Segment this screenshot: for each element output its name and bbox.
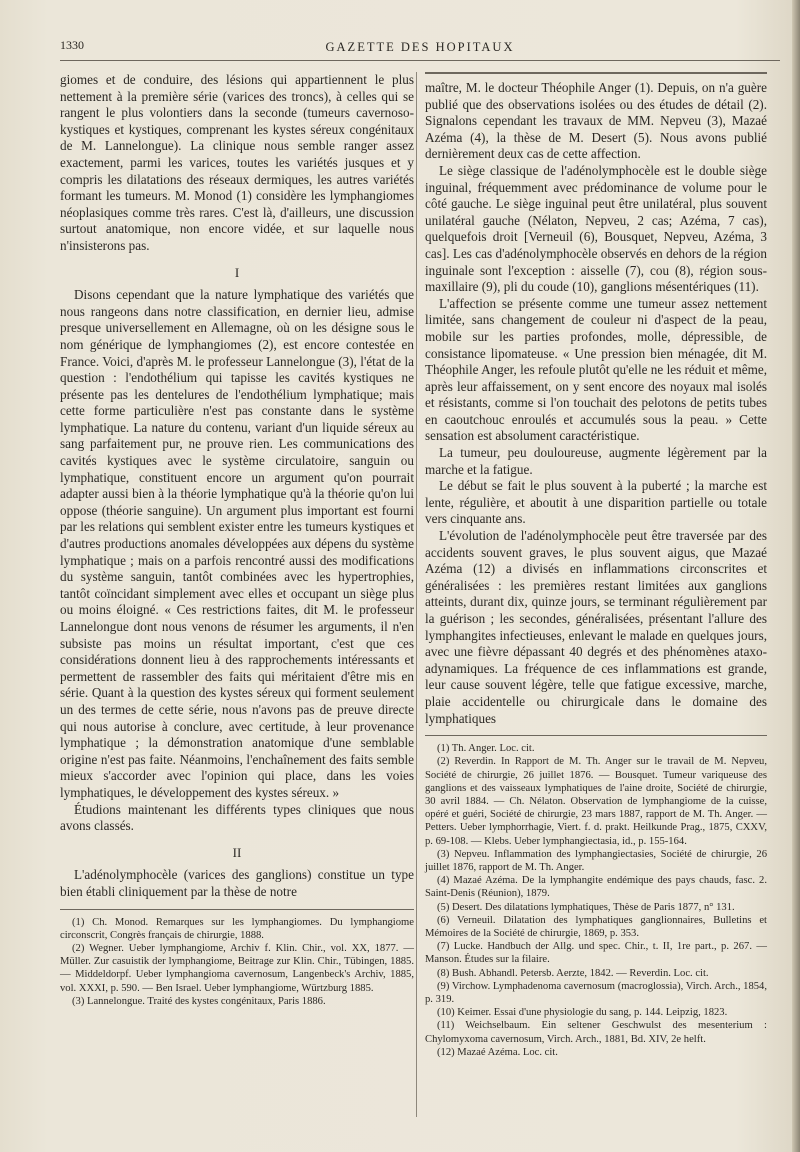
footnote: (4) Mazaé Azéma. De la lymphangite endémique des pays chauds, fasc. 2. Saint-Denis (Réunion), 1879. [425, 875, 767, 900]
paragraph: Étudions maintenant les différents types cliniques que nous avons classés. [60, 801, 414, 834]
footnote: (6) Verneuil. Dilatation des lymphatiques ganglionnaires, Bulletins et Mémoires de la Société de chirurgie, 1869, p. 353. [425, 914, 767, 939]
paragraph: Disons cependant que la nature lymphatique des variétés que nous rangeons dans notre classification, en dernier lieu, admise presque universellement en Allemagne, où on les désigne sous le nom générique de lymphangiomes (2), est encore contestée en France. Voici, d'après M. le professeur Lannelongue (3), l'état de la question : l'endothélium qui tapisse les cavités kystiques ne présente pas les dentelures de l'endothélium lymphatique; mais cette forme particulière n'est pas constante dans le système lymphatique. La nature du contenu, variant d'un liquide séreux au sang parfaitement pur, ne prouve rien. Les communications des cavités kystiques avec le système circulatoire, sanguin ou lymphatique, constituent encore un argument qu'on pourrait adapter aussi bien à la théorie lymphatique qu'à la théorie qu'on lui oppose (théorie sanguine). Un argument plus important est fourni par les relations qui semblent exister entre les tumeurs kystiques et d'autres productions anomales développées aux dépens du système lymphatique ; mais on a parfois rencontré aussi des modifications du système sanguin, tantôt combinées avec les hypertrophies, tantôt coïncidant simplement avec elles et occupant un siège plus ou moins éloigné. « Ces restrictions faites, dit M. le professeur Lannelongue dont nous venons de résumer les arguments, il n'en subsiste pas moins un résultat important, c'est que ces considérations donnent lieu à des rapprochements intéressants et permettent de rassembler des faits qui méritaient d'être mis en série. Quant à la question des kystes séreux qui forment seulement un des termes de cette série, nous n'avons pas de preuve directe qui nous autorise à conclure, avec certitude, à leur provenance lymphatique ; la démonstration anatomique d'une semblable origine n'est pas faite. Néanmoins, l'enchaînement des faits semble mieux s'accorder avec l'opinion qui place, dans les voies lymphatiques, le développement des kystes séreux. » [60, 287, 414, 800]
paragraph: L'adénolymphocèle (varices des ganglions) constitue un type bien établi cliniquement par la thèse de notre [60, 867, 414, 899]
column-divider [416, 72, 417, 1117]
footnote: (2) Reverdin. In Rapport de M. Th. Anger sur le travail de M. Nepveu, Société de chirurgie, 26 juillet 1876. — Bousquet. Tumeur variqueuse des ganglions et des vaisseaux lymphatiques de l'aine droite, Société de chirurgie, 30 avril 1884. — Ch. Nélaton. Observation de lymphangiome de la cuisse, opéré et guéri, Société de chirurgie, 23 mars 1887, rapport de M. Th. Anger. — Petters. Ueber lymphorrhagie, Viert. f. d. prakt. Heilkunde Prag., 1875, CXXV, p. 69-108. — Klebs. Ueber lymphangiectasia, id., p. 155-164. [425, 756, 767, 847]
page-number: 1330 [60, 38, 84, 52]
paragraph: L'évolution de l'adénolymphocèle peut être traversée par des accidents souvent graves, le plus souvent aigus, que Mazaé Azéma (12) a divisés en inflammations circonscrites et généralisées : les premières restant limitées aux ganglions atteints, durant dix, quinze jours, se terminant régulièrement par la guérison ; les secondes, généralisées, présentant l'allure des lymphangites infectieuses, enlevant le malade en quelques jours, avec une fièvre dépassant 40 degrés et des phénomènes ataxo-adynamiques. La fréquence de ces inflammations est grande, leur cause souvent légère, telle que fatigue excessive, marche, plaie accidentelle ou chirurgicale dans le domaine des lymphatiques [425, 528, 767, 726]
left-column [60, 72, 414, 1008]
footnotes-right [425, 742, 767, 1059]
top-rule [425, 72, 767, 74]
footnote: (9) Virchow. Lymphadenoma cavernosum (macroglossia), Virch. Arch., 1854, p. 319. [425, 980, 767, 1006]
footnote: (10) Keimer. Essai d'une physiologie du sang, p. 144. Leipzig, 1823. [437, 1007, 728, 1019]
footnote: (3) Nepveu. Inflammation des lymphangiectasies, Société de chirurgie, 26 juillet 1876, rapport de M. Th. Anger. [425, 848, 767, 873]
paragraph: La tumeur, peu douloureuse, augmente légèrement par la marche et la fatigue. [425, 445, 767, 477]
footnote-rule [60, 909, 414, 910]
footnote: (8) Bush. Abhandl. Petersb. Aerzte, 1842. — Reverdin. Loc. cit. [437, 967, 709, 979]
footnotes-left [60, 916, 414, 1008]
section-number: I [234, 264, 240, 280]
paragraph: Le début se fait le plus souvent à la puberté ; la marche est lente, régulière, et aboutit à une disparition partielle ou totale vers cinquante ans. [425, 478, 767, 527]
footnote: (11) Weichselbaum. Ein seltener Geschwulst des mesenterium : Chylomyxoma cavernosum, Virch. Arch., 1881, Bd. XIV, 2e helft. [425, 1020, 767, 1045]
journal-title: GAZETTE DES HOPITAUX [325, 40, 515, 54]
page-spine-shadow [792, 0, 800, 1152]
right-column [425, 72, 767, 1059]
section-number: II [232, 844, 242, 860]
paragraph: L'affection se présente comme une tumeur assez nettement limitée, sans changement de couleur ni d'aspect de la peau, mobile sur les parties profondes, molle, dépressible, de consistance lipomateuse. « Une pression bien ménagée, dit M. Théophile Anger, les refoule plutôt qu'elle ne les réduit et même, après leur affaissement, on y sent encore des noyaux mal isolés et résistants, comme si l'on touchait des pelotons de petits tubes en caoutchouc enroulés et accumulés sous la peau. » Cette sensation est absolument caractéristique. [425, 295, 767, 444]
footnote: (5) Desert. Des dilatations lymphatiques, Thèse de Paris 1877, n° 131. [437, 901, 735, 913]
footnote: (7) Lucke. Handbuch der Allg. und spec. Chir., t. II, 1re part., p. 267. — Manson. Études sur la filaire. [425, 941, 767, 966]
page-header [60, 38, 780, 61]
footnote: (12) Mazaé Azéma. Loc. cit. [437, 1046, 558, 1058]
paragraph: maître, M. le docteur Théophile Anger (1). Depuis, on n'a guère publié que des observations isolées ou des études de détail (2). Signalons cependant les travaux de MM. Nepveu (3), Mazaé Azéma (4), la thèse de M. Desert (5). Nous avons publié dernièrement deux cas de cette affection. [425, 80, 767, 162]
paragraph: giomes et de conduire, des lésions qui appartiennent le plus nettement à la première série (varices des troncs), à celles qui se rangent le plus volontiers dans la seconde (tumeurs cavernoso-kystiques et kystiques, comprenant les kystes séreux congénitaux de M. Lannelongue). La clinique nous semble ranger assez exactement, parmi les varices, toutes les variétés jusques et y compris les dilatations des réseaux dermiques, les autres variétés formant les tumeurs. M. Monod (1) considère les lymphangiomes néoplasiques comme très rares. C'est là, d'ailleurs, une discussion surtout anatomique, non encore vidée, et sur laquelle nous n'insisterons pas. [60, 72, 414, 253]
footnote: (1) Th. Anger. Loc. cit. [437, 743, 535, 755]
footnote: (1) Ch. Monod. Remarques sur les lymphangiomes. Du lymphangiome circonscrit, Congrès français de chirurgie, 1888. [60, 916, 414, 941]
paragraph: Le siège classique de l'adénolymphocèle est le double siège inguinal, fréquemment avec prédominance de volume pour le côté gauche. Le siège inguinal peut être unilatéral, plus souvent unilatéral gauche (Nélaton, Nepveu, 2 cas; Azéma, 7 cas), quelquefois droit [Verneuil (6), Bousquet, Nepveu, Azéma, 3 cas]. Les cas d'adénolymphocèle observés en dehors de la région inguinale sont l'exception : aisselle (7), cou (8), région sous-maxillaire (9), pli du coude (10), ganglions mésentériques (11). [425, 162, 767, 295]
footnote-rule [425, 735, 767, 736]
footnote: (2) Wegner. Ueber lymphangiome, Archiv f. Klin. Chir., vol. XX, 1877. — Müller. Zur casuistik der lymphangiome, Beitrage zur Klin. Chir., Tübingen, 1885. — Middeldorpf. Ueber lymphangioma cavernosum, Langenbeck's Archiv, 1885, vol. XXXI, p. 590. — Ben Israel. Ueber lymphangiome, Würtzburg 1885. [60, 942, 414, 994]
footnote: (3) Lannelongue. Traité des kystes congénitaux, Paris 1886. [72, 995, 326, 1007]
